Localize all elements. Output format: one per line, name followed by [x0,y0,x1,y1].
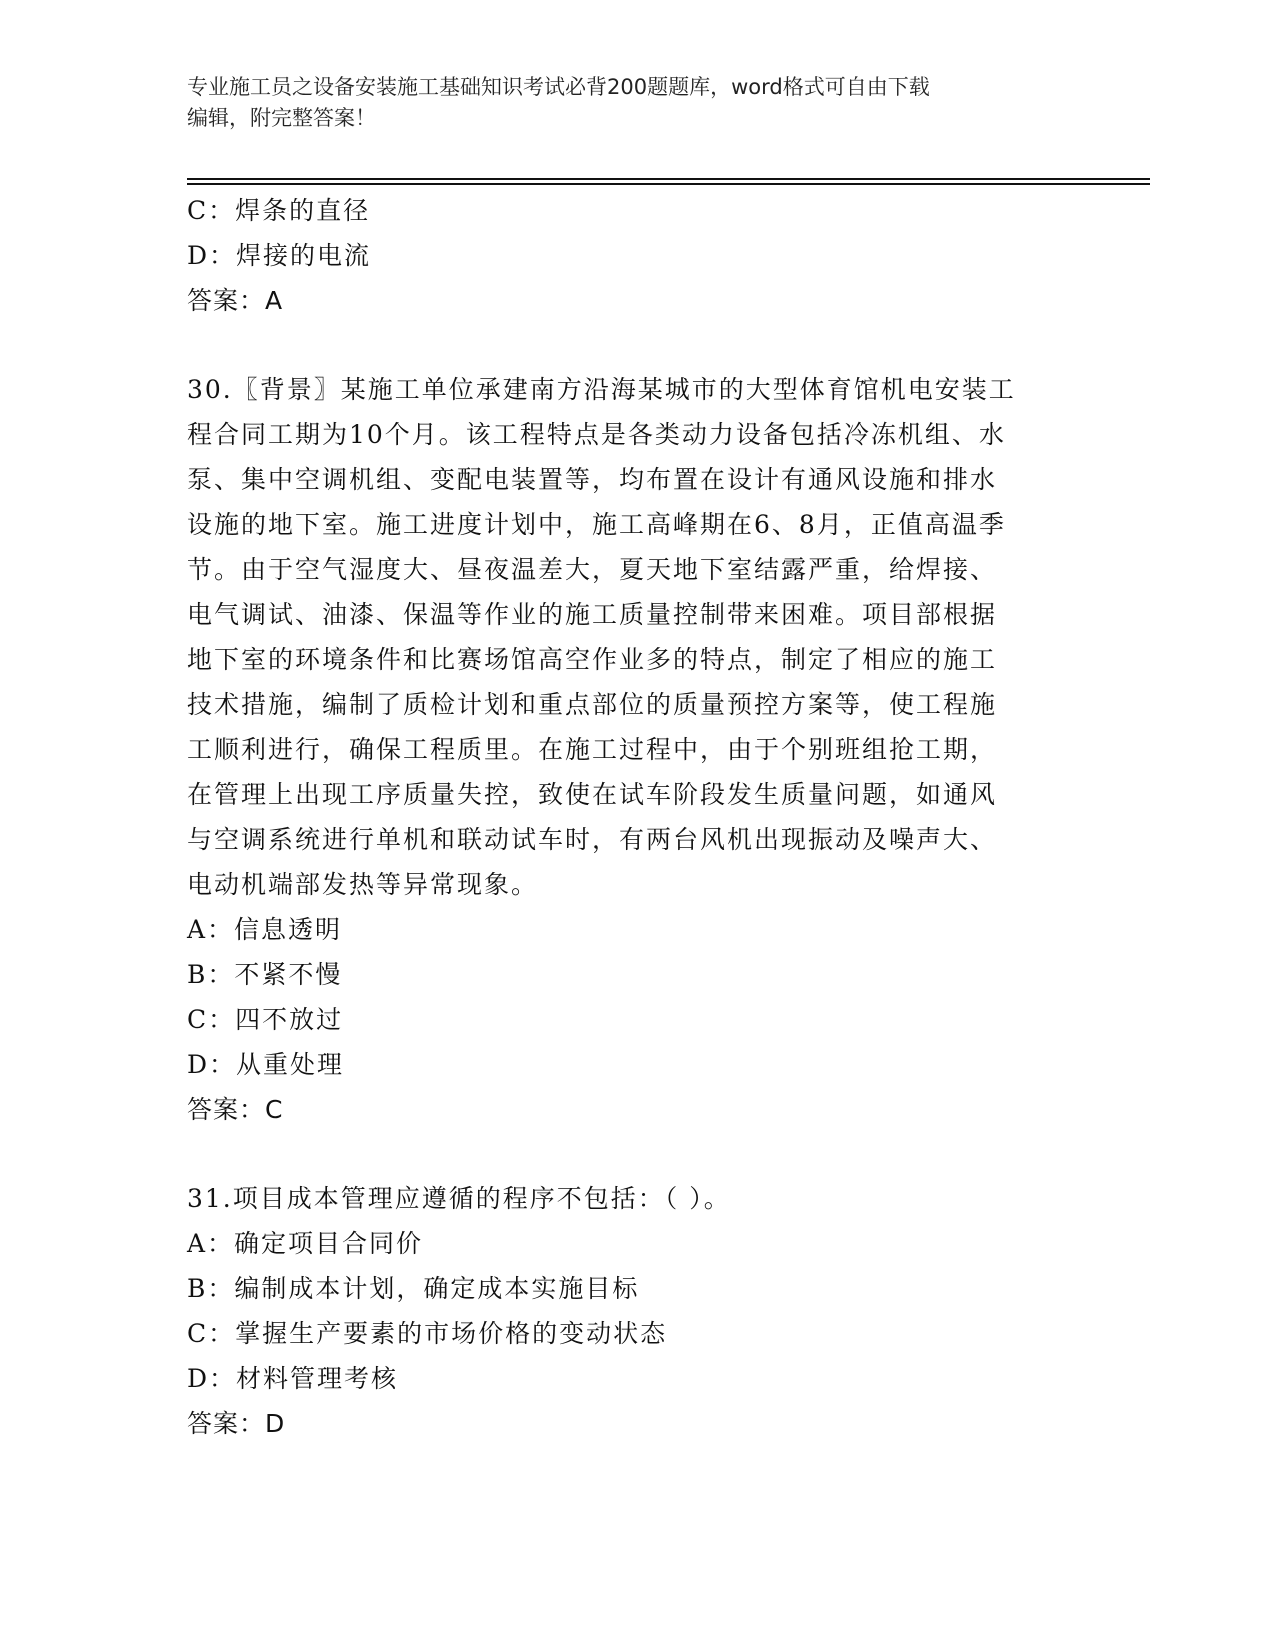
option-d: D：焊接的电流 [187,241,372,270]
header-rule-top [187,178,1150,180]
header-rule-bottom [187,183,1150,185]
stem-line: 泵、集中空调机组、变配电装置等，均布置在设计有通风设施和排水 [187,465,998,494]
stem-line: 地下室的环境条件和比赛场馆高空作业多的特点，制定了相应的施工 [187,645,998,674]
option-c: C：焊条的直径 [187,196,371,225]
answer-line: 答案：A [187,286,284,315]
option-b: B：不紧不慢 [187,960,343,989]
stem-line: 工顺利进行，确保工程质里。在施工过程中，由于个别班组抢工期， [187,735,998,764]
stem-line: 技术措施，编制了质检计划和重点部位的质量预控方案等，使工程施 [187,690,998,719]
answer-line: 答案：D [187,1409,286,1438]
page-header [187,72,1067,134]
stem-line: 30.〖背景〗某施工单位承建南方沿海某城市的大型体育馆机电安装工 [187,375,1016,404]
option-d: D：从重处理 [187,1050,345,1079]
answer-line: 答案：C [187,1095,284,1124]
stem-line: 节。由于空气湿度大、昼夜温差大，夏天地下室结露严重，给焊接、 [187,555,998,584]
stem-line: 设施的地下室。施工进度计划中，施工高峰期在6、8月，正值高温季 [187,510,1006,539]
stem-line: 程合同工期为10个月。该工程特点是各类动力设备包括冷冻机组、水 [187,420,1006,449]
stem-line: 电动机端部发热等异常现象。 [187,870,539,899]
option-a: A：确定项目合同价 [187,1229,424,1258]
option-c: C：掌握生产要素的市场价格的变动状态 [187,1319,668,1348]
document-body [187,188,1087,1446]
option-a: A：信息透明 [187,915,343,944]
question-31 [187,1132,1087,1446]
question-stem: 31.项目成本管理应遵循的程序不包括：（ ）。 [187,1184,731,1213]
question-spacer [187,1132,1087,1176]
stem-line: 电气调试、油漆、保温等作业的施工质量控制带来困难。项目部根据 [187,600,998,629]
option-d: D：材料管理考核 [187,1364,399,1393]
question-30 [187,367,1087,1132]
option-b: B：编制成本计划，确定成本实施目标 [187,1274,640,1303]
option-c: C：四不放过 [187,1005,344,1034]
stem-line: 在管理上出现工序质量失控，致使在试车阶段发生质量问题，如通风 [187,780,998,809]
stem-line: 与空调系统进行单机和联动试车时，有两台风机出现振动及噪声大、 [187,825,998,854]
header-line-1: 专业施工员之设备安装施工基础知识考试必背200题题库，word格式可自由下载 [187,75,930,99]
question-stem [187,367,1087,907]
header-line-2: 编辑，附完整答案！ [187,106,376,130]
question-29-tail [187,188,1087,323]
